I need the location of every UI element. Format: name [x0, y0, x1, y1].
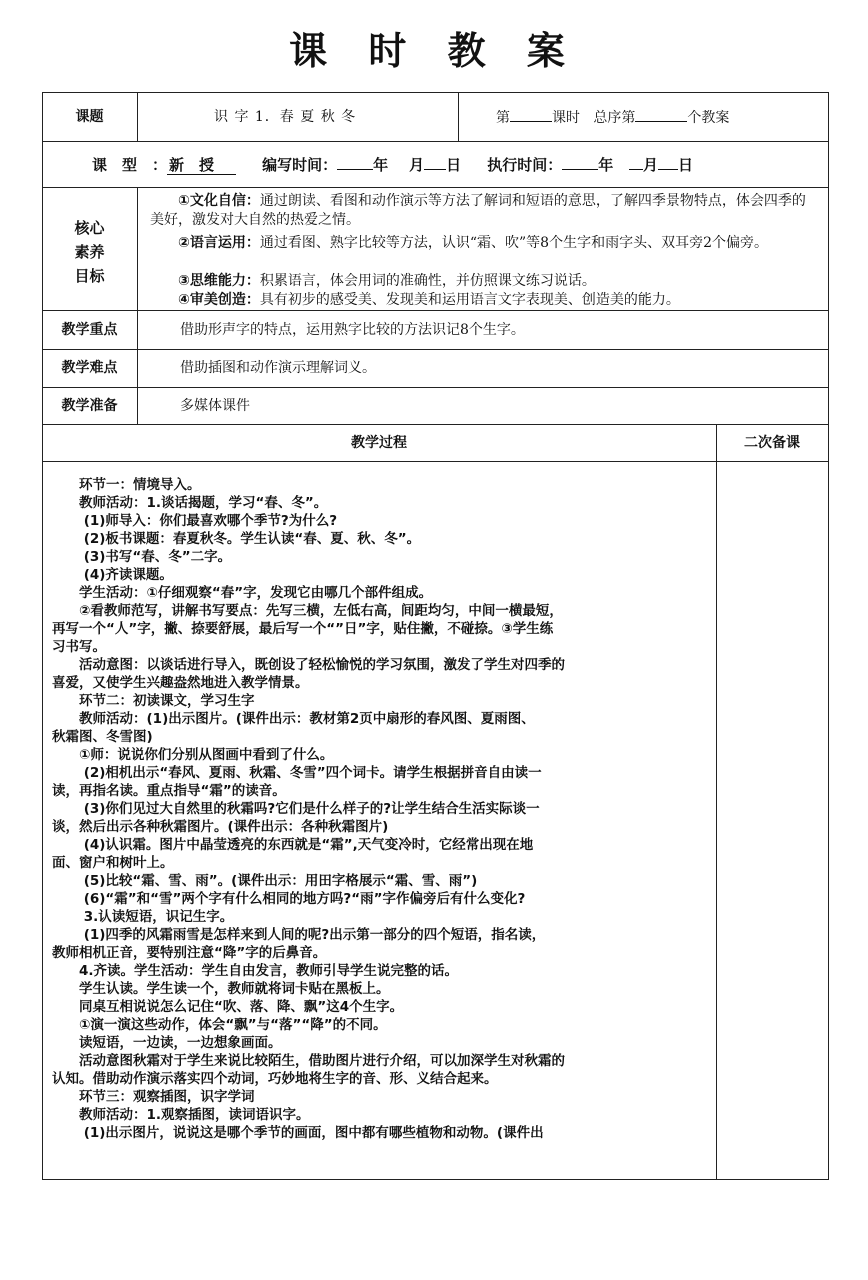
goal-label: ①文化自信：: [178, 193, 260, 209]
topic-label: 课题: [75, 109, 104, 125]
process-line: 活动意图秋霜对于学生来说比较陌生，借助图片进行介绍，可以加深学生对秋霜的: [52, 1053, 565, 1069]
process-line: (2)板书课题：春夏秋冬。学生认读“春、夏、秋、冬”。: [52, 531, 421, 547]
goal-label: ②语言运用：: [178, 235, 260, 251]
process-line: (5)比较“霜、雪、雨”。(课件出示：用田字格展示“霜、雪、雨”): [52, 873, 478, 889]
meta-row: [92, 155, 693, 175]
write-day: 日: [446, 156, 462, 174]
process-line: 喜爱，又使学生兴趣盎然地进入教学情景。: [52, 675, 309, 691]
goal-label: ③思维能力：: [178, 273, 260, 289]
total-number-blank: [635, 107, 687, 122]
process-line: 活动意图：以谈话进行导入，既创设了轻松愉悦的学习氛围，激发了学生对四季的: [52, 657, 565, 673]
key-point-label: 教学重点: [61, 322, 118, 338]
process-line: 环节三：观察插图，识字学词: [52, 1089, 255, 1105]
row-divider: [42, 387, 828, 388]
goal-text: 通过看图、熟字比较等方法，认识“霜、吹”等8个生字和雨字头、双耳旁2个偏旁。: [259, 235, 768, 251]
type-value: 新 授: [167, 156, 236, 175]
process-line: (1)出示图片，说说这是哪个季节的画面，图中都有哪些植物和动物。(课件出: [52, 1125, 544, 1141]
process-line: 秋霜图、冬雪图): [52, 729, 153, 745]
difficulty-label: 教学难点: [61, 360, 118, 376]
process-line: 教师活动：1.观察插图，读词语识字。: [52, 1107, 310, 1123]
lesson-mid: 课时: [552, 110, 580, 126]
row-divider: [42, 461, 828, 462]
core-goal: [150, 272, 818, 291]
row-divider: [42, 187, 828, 188]
process-line: 学生活动：①仔细观察“春”字，发现它由哪几个部件组成。: [52, 585, 433, 601]
process-line: (4)认识霜。图片中晶莹透亮的东西就是“霜”,天气变冷时，它经常出现在地: [52, 837, 534, 853]
lesson-prefix: 第: [496, 110, 510, 126]
process-line: (1)师导入：你们最喜欢哪个季节?为什么?: [52, 513, 338, 529]
preparation-text: 多媒体课件: [180, 398, 250, 414]
exec-time-label: 执行时间：: [487, 156, 563, 174]
key-point-text: 借助形声字的特点，运用熟字比较的方法识记8个生字。: [180, 322, 525, 338]
process-line: ①演一演这些动作，体会“飘”与“落”“降”的不同。: [52, 1017, 387, 1033]
process-line: 教师活动：(1)出示图片。(课件出示：教材第2页中扇形的春风图、夏雨图、: [52, 711, 535, 727]
topic-value: 识 字 1．春 夏 秋 冬: [214, 109, 357, 125]
goal-text: 具有初步的感受美、发现美和运用语言文字表现美、创造美的能力。: [259, 292, 680, 308]
process-line: 同桌互相说说怎么记住“吹、落、降、飘”这4个生字。: [52, 999, 404, 1015]
process-line: 读短语，一边读，一边想象画面。: [52, 1035, 282, 1051]
row-divider: [42, 424, 828, 425]
col-divider: [137, 92, 138, 141]
process-line: 习书写。: [52, 639, 106, 655]
row-divider: [42, 310, 828, 311]
exec-year: 年: [598, 156, 614, 174]
total-suffix: 个教案: [687, 110, 730, 126]
process-line: 学生认读。学生读一个，教师就将词卡贴在黑板上。: [52, 981, 390, 997]
write-time-label: 编写时间：: [262, 156, 338, 174]
type-label: 课 型 ：: [92, 156, 168, 174]
exec-day: 日: [677, 156, 693, 174]
process-line: (1)四季的风霜雨雪是怎样来到人间的呢?出示第一部分的四个短语，指名读，: [52, 927, 546, 943]
core-goal: [150, 291, 818, 310]
preparation-label: 教学准备: [61, 398, 118, 414]
process-line: 谈，然后出示各种秋霜图片。(课件出示：各种秋霜图片): [52, 819, 389, 835]
write-month: 月: [409, 156, 425, 174]
process-line: (3)书写“春、冬”二字。: [52, 549, 232, 565]
process-line: 环节二：初读课文，学习生字: [52, 693, 255, 709]
core-label-line: 目标: [74, 267, 105, 285]
process-line: ②看教师范写，讲解书写要点：先写三横，左低右高，间距均匀，中间一横最短，: [52, 603, 563, 619]
core-goal: [150, 192, 818, 230]
secondary-header: 二次备课: [744, 435, 800, 451]
lesson-number-blank: [510, 107, 552, 122]
core-goal: [150, 234, 818, 253]
process-line: 教师活动：1.谈话揭题，学习“春、冬”。: [52, 495, 328, 511]
process-line: ①师：说说你们分别从图画中看到了什么。: [52, 747, 334, 763]
process-line: 教师相机正音，要特别注意“降”字的后鼻音。: [52, 945, 327, 961]
teaching-process-body: [52, 476, 710, 1170]
process-line: 读，再指名读。重点指导“霜”的读音。: [52, 783, 286, 799]
lesson-number: [496, 107, 729, 128]
exec-month: 月: [642, 156, 658, 174]
process-header: 教学过程: [351, 435, 407, 451]
process-line: 环节一：情境导入。: [52, 477, 201, 493]
process-line: 面、窗户和树叶上。: [52, 855, 174, 871]
process-line: (3)你们见过大自然里的秋霜吗?它们是什么样子的?让学生结合生活实际谈一: [52, 801, 540, 817]
col-divider: [716, 424, 717, 1180]
core-label-line: 核心: [74, 219, 105, 237]
process-line: 4.齐读。学生活动：学生自由发言，教师引导学生说完整的话。: [52, 963, 459, 979]
row-divider: [42, 349, 828, 350]
core-label-line: 素养: [74, 243, 105, 261]
process-line: 认知。借助动作演示落实四个动词，巧妙地将生字的音、形、义结合起来。: [52, 1071, 498, 1087]
difficulty-text: 借助插图和动作演示理解词义。: [180, 360, 376, 376]
write-year: 年: [373, 156, 389, 174]
process-line: (2)相机出示“春风、夏雨、秋霜、冬雪”四个词卡。请学生根据拼音自由读一: [52, 765, 542, 781]
process-line: 再写一个“人”字，撇、捺要舒展，最后写一个“”日”字，贴住撇，不碰捺。③学生练: [52, 621, 554, 637]
goal-text: 积累语言，体会用词的准确性，并仿照课文练习说话。: [259, 273, 596, 289]
goal-label: ④审美创造：: [178, 292, 260, 308]
goal-text: 通过朗读、看图和动作演示等方法了解词和短语的意思，了解四季景物特点，体会四季的美好，激发对大自然的热爱之情。: [150, 193, 806, 228]
process-line: (4)齐读课题。: [52, 567, 173, 583]
col-divider: [137, 187, 138, 424]
process-line: (6)“霜”和“雪”两个字有什么相同的地方吗?“雨”字作偏旁后有什么变化?: [52, 891, 526, 907]
total-prefix: 总序第: [593, 110, 636, 126]
row-divider: [42, 141, 828, 142]
document-title: 课 时 教 案: [289, 29, 579, 73]
col-divider: [458, 92, 459, 141]
process-line: 3.认读短语，识记生字。: [52, 909, 234, 925]
